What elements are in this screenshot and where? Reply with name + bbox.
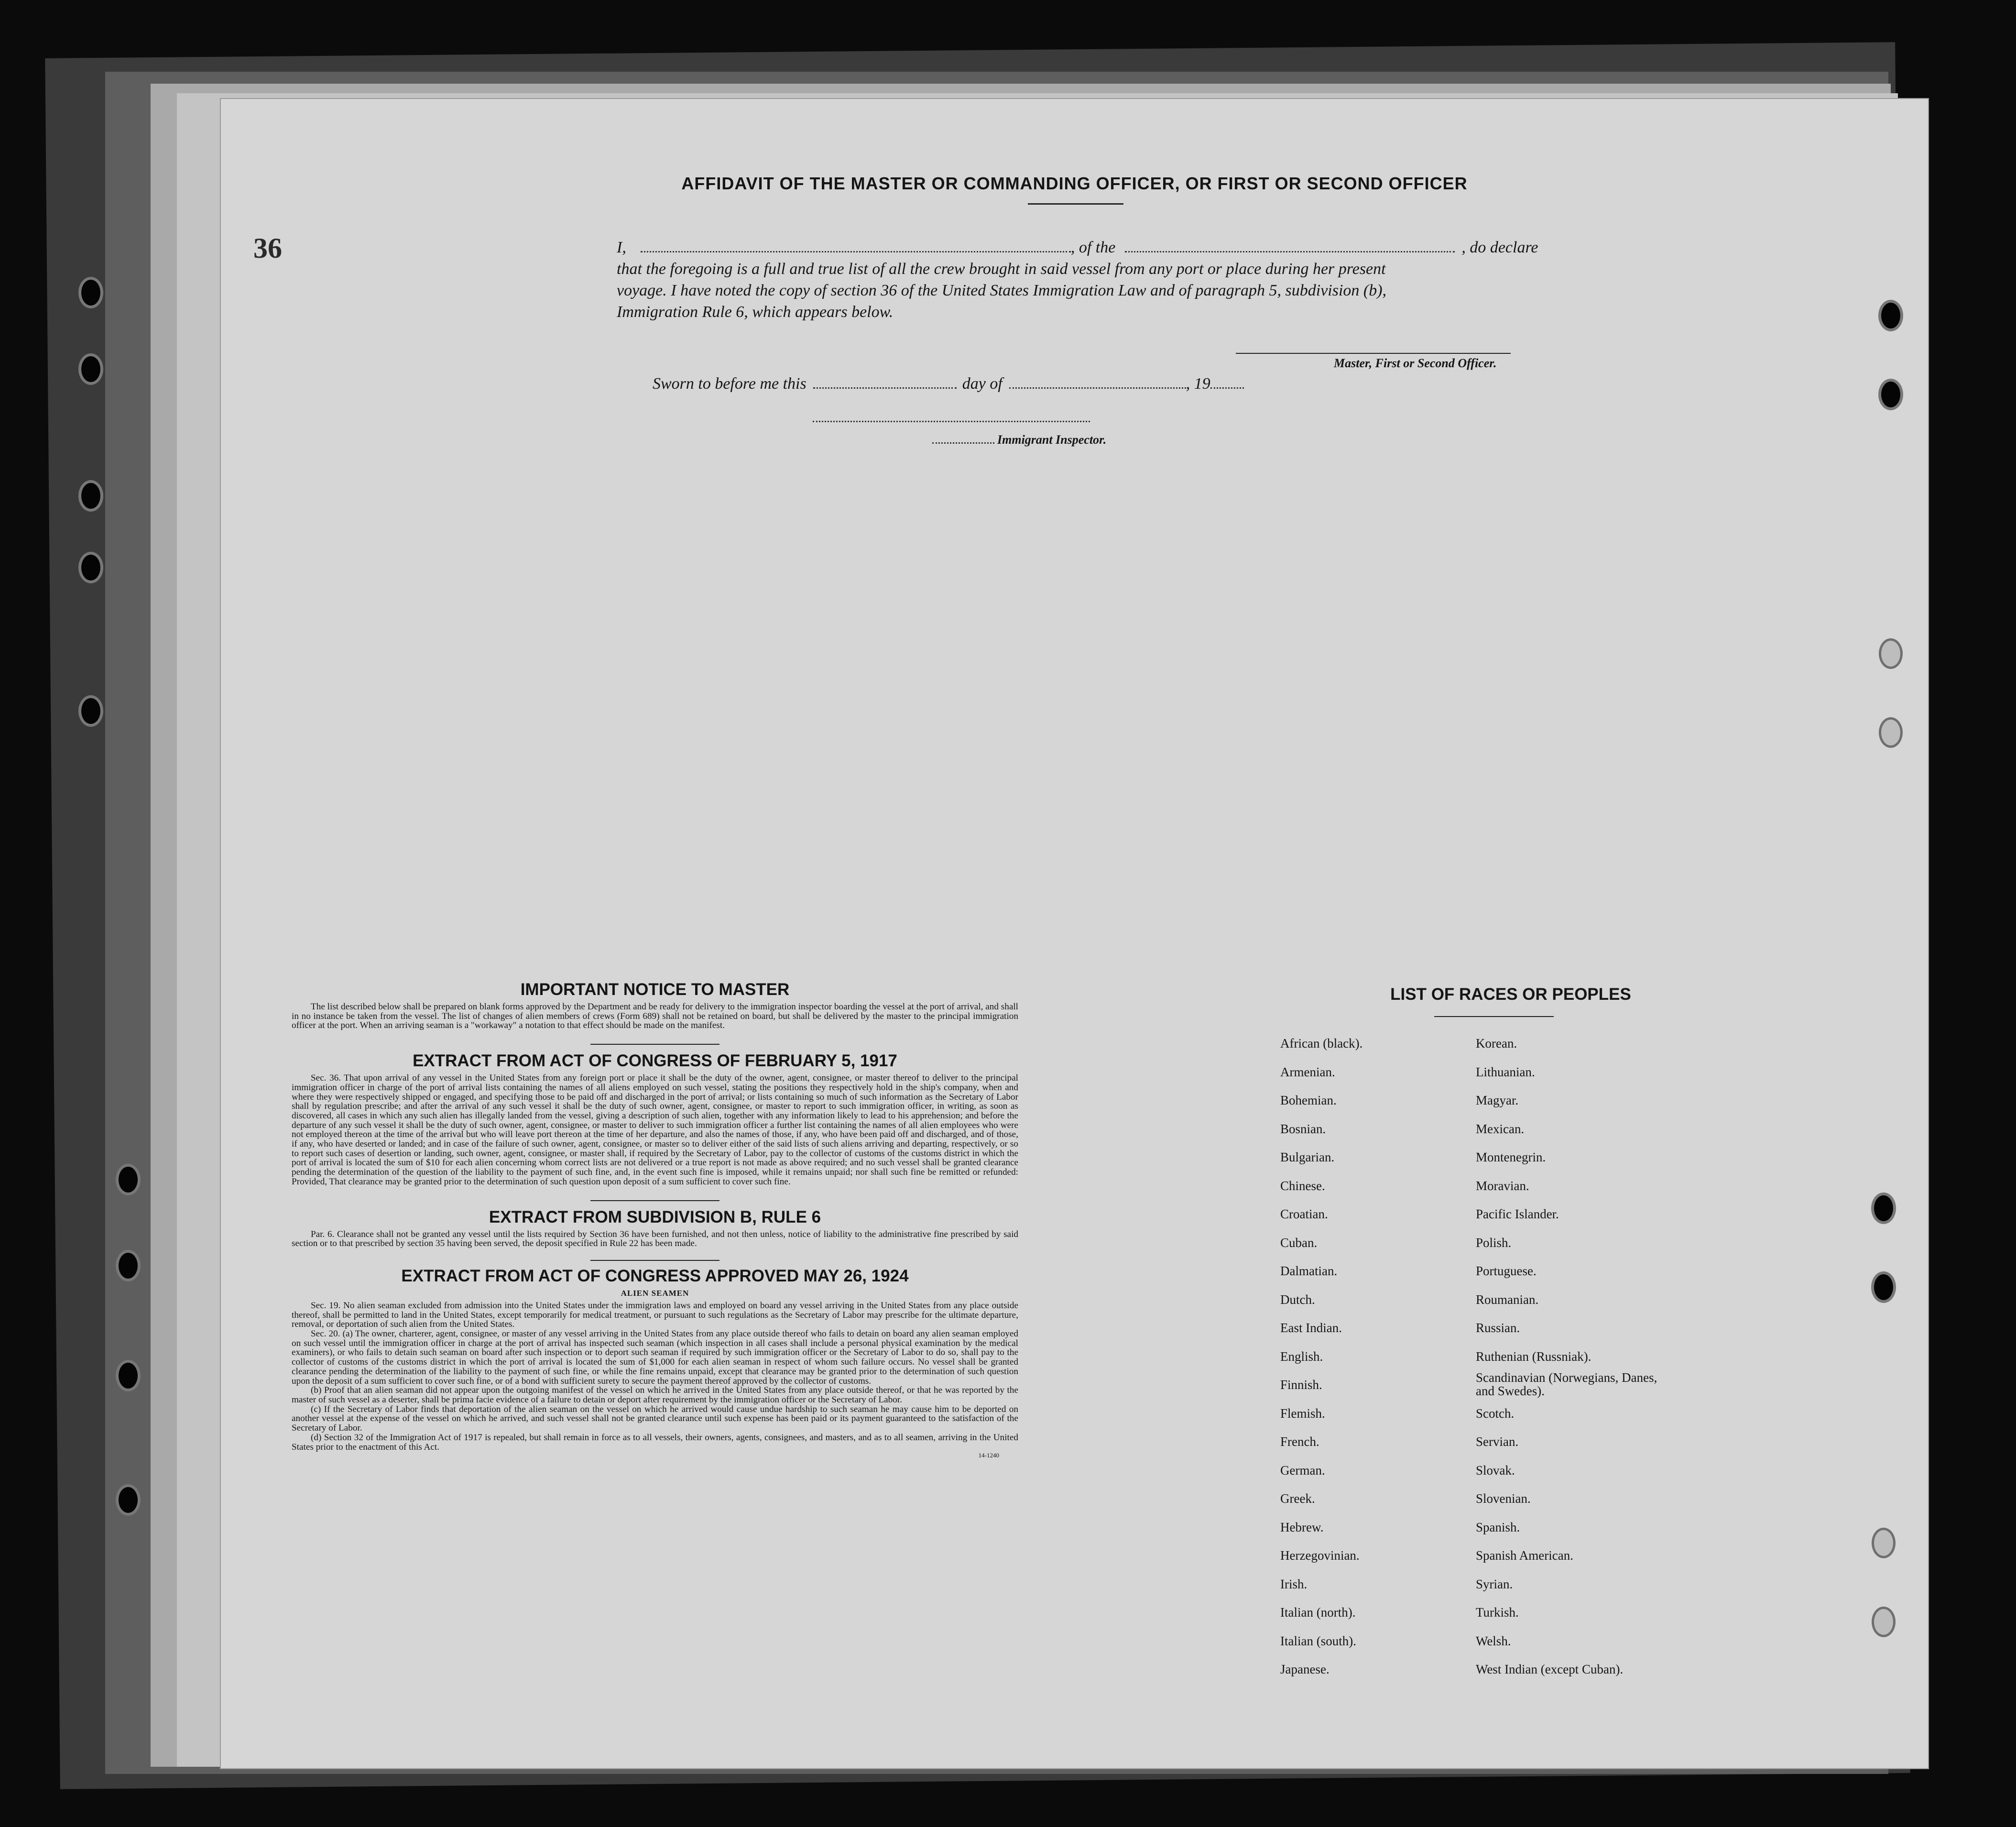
extract-1924-sec20a: Sec. 20. (a) The owner, charterer, agent, consignee, or master of any vessel arriving in the United States from any place outside thereof who fails to detain on board any alien seaman employed on such vessel until the immigration officer in charge at the port of arrival has inspected such seaman (which inspection in all cases shall include a personal physical examination by the medical examiners), or who fails to detain such seaman on board after such inspection or to deport such seaman if required by such immigration officer or the Secretary of Labor to do so, shall pay to the collector of customs of the customs district in which the port of arrival is located the sum of $1,000 for each alien seaman in respect of whom such failure occurs. No vessel shall be granted clearance pending the determination of the liability to the payment of such fine, or while the fine remains unpaid, except that clearance may be granted prior to the determination of such question upon the deposit of a sum sufficient to cover such fine, or of a bond with sufficient surety to secure the payment thereof approved by the collector of customs.	[292, 1329, 1018, 1386]
race-item: Spanish.	[1476, 1520, 1520, 1534]
inspector-signature-line[interactable]	[813, 416, 1090, 422]
races-rule	[1434, 1016, 1554, 1017]
section-rule	[590, 1044, 719, 1045]
race-item: Irish.	[1280, 1576, 1308, 1591]
binder-hole	[81, 483, 100, 509]
binder-hole	[119, 1167, 138, 1192]
extract-1917-body: Sec. 36. That upon arrival of any vessel in the United States from any foreign port or place it shall be the duty of the owner, agent, consignee, or master thereof to deliver to the principal immigration officer in charge of the port of arrival lists containing the names of all aliens employed on such vessel, stating the positions they respectively hold in the ship's company, when and where they were respectively shipped or engaged, and specifying those to be paid off and discharged in the port of arrival; or lists containing so much of such information as the Secretary of Labor shall by regulation prescribe; and after the arrival of any such vessel it shall be the duty of such owner, agent, consignee, or master to report to such immigration officer, in writing, as soon as discovered, all cases in which any such alien has illegally landed from the vessel, giving a description of such alien, together with any information likely to lead to his apprehension; and before the departure of any such vessel it shall be the duty of such owner, agent, consignee, or master to deliver to such immigration officer a further list containing the names of all alien employees who were not employed thereon at the time of the arrival but who will leave port thereon at the time of her departure, and also the names of those, if any, who have been paid off and discharged, and of those, if any, who have deserted or landed; and in case of the failure of such owner, agent, consignee, or master so to deliver either of the said lists of such aliens arriving and departing, respectively, or so to report such cases of desertion or landing, such owner, agent, consignee, or master shall, if required by the Secretary of Labor, pay to the collector of customs of the customs district in which the port of arrival is located the sum of $10 for each alien concerning whom correct lists are not delivered or a true report is not made as above required; and no such vessel shall be granted clearance pending the determination of the question of the liability to the payment of such fine, and, in the event such fine is imposed, while it remains unpaid; nor shall such fine be remitted or refunded: Provided, That clearance may be granted prior to the determination of such question upon deposit of a sum sufficient to cover such fine.	[292, 1073, 1018, 1187]
race-item: Croatian.	[1280, 1207, 1328, 1221]
sworn-year: , 19	[1186, 375, 1210, 393]
race-item: Scotch.	[1476, 1406, 1515, 1421]
binder-hole	[119, 1253, 138, 1279]
race-item: Scandinavian (Norwegians, Danes, and Swedes).	[1476, 1370, 1657, 1398]
sworn-day-blank[interactable]	[813, 377, 957, 389]
race-item: Moravian.	[1476, 1178, 1529, 1193]
race-item: Servian.	[1476, 1434, 1519, 1449]
race-item: Italian (south).	[1280, 1633, 1356, 1648]
race-item: German.	[1280, 1463, 1325, 1477]
race-item: Hebrew.	[1280, 1520, 1324, 1534]
extract-1924-sec20d: (d) Section 32 of the Immigration Act of 1917 is repealed, but shall remain in force as to all vessels, their owners, agents, consignees, and masters, and as to all seamen, arriving in the United States prior to the enactment of this Act.	[292, 1432, 1018, 1452]
race-item: Bosnian.	[1280, 1121, 1326, 1136]
race-item: Dutch.	[1280, 1292, 1315, 1307]
extract-1917-title: EXTRACT FROM ACT OF CONGRESS OF FEBRUARY 5, 1917	[413, 1051, 897, 1071]
race-item: East Indian.	[1280, 1321, 1342, 1335]
affidavit-of-the: , of the	[1070, 239, 1116, 256]
affidavit-do-declare: , do declare	[1461, 239, 1538, 256]
extract-rule6-title: EXTRACT FROM SUBDIVISION B, RULE 6	[489, 1207, 821, 1226]
inspector-label: Immigrant Inspector.	[997, 433, 1107, 447]
race-item: Bulgarian.	[1280, 1150, 1335, 1164]
affidavit-title: AFFIDAVIT OF THE MASTER OR COMMANDING OFFICER, OR FIRST OR SECOND OFFICER	[681, 174, 1468, 193]
race-item: Syrian.	[1476, 1576, 1513, 1591]
race-item: Mexican.	[1476, 1121, 1525, 1136]
race-item: Armenian.	[1280, 1064, 1335, 1079]
binder-hole	[81, 280, 100, 306]
race-item: Chinese.	[1280, 1178, 1325, 1193]
race-item: African (black).	[1280, 1036, 1363, 1050]
binder-hole	[1874, 1274, 1893, 1300]
stamp-number: 36	[253, 232, 282, 264]
extract-1924-sec19: Sec. 19. No alien seaman excluded from admission into the United States under the immigration laws and employed on board any vessel arriving in the United States from any place outside thereof, shall be permitted to land in the United States, except temporarily for medical treatment, or pursuant to such regulations as the Secretary of Labor may prescribe for the ultimate departure, removal, or deportation of such alien from the United States.	[292, 1300, 1018, 1330]
race-item: Dalmatian.	[1280, 1264, 1338, 1278]
binder-hole	[1874, 1609, 1893, 1635]
race-item: Polish.	[1476, 1235, 1512, 1250]
affidavit-line-3: voyage. I have noted the copy of section 36 of the United States Immigration Law and of paragraph 5, subdivision (b),	[617, 282, 1387, 299]
binder-hole	[1874, 1530, 1893, 1556]
affidavit-i: I,	[617, 239, 626, 256]
binder-hole	[1874, 1195, 1893, 1221]
race-item: Italian (north).	[1280, 1605, 1356, 1619]
race-item: Greek.	[1280, 1491, 1315, 1506]
affidavit-body	[617, 237, 1774, 323]
affidavit-line-2: that the foregoing is a full and true list of all the crew brought in said vessel from any port or place during her present	[617, 260, 1386, 278]
section-rule	[590, 1260, 719, 1261]
race-item: Magyar.	[1476, 1093, 1519, 1107]
races-title: LIST OF RACES OR PEOPLES	[1390, 985, 1631, 1004]
form-number: 14-1240	[978, 1452, 999, 1459]
extract-rule6-body: Par. 6. Clearance shall not be granted any vessel until the lists required by Section 36 have been furnished, and not then unless, notice of liability to the administrative fine prescribed by said section or to that prescribed by section 35 having been served, the deposit specified in Rule 22 has been made.	[292, 1229, 1018, 1249]
manifest-page	[220, 98, 1929, 1769]
race-item: Korean.	[1476, 1036, 1517, 1050]
binder-hole	[1881, 382, 1900, 407]
races-right-column	[1476, 1029, 1657, 1684]
races-left-column	[1280, 1029, 1362, 1684]
inspector-line	[932, 433, 1106, 447]
master-label: Master, First or Second Officer.	[1334, 356, 1497, 370]
binder-hole	[119, 1363, 138, 1389]
race-item: Montenegrin.	[1476, 1150, 1546, 1164]
race-item: Welsh.	[1476, 1633, 1511, 1648]
binder-hole	[119, 1487, 138, 1513]
race-item: Portuguese.	[1476, 1264, 1537, 1278]
race-item: Slovak.	[1476, 1463, 1515, 1477]
sworn-year-blank[interactable]	[1210, 377, 1244, 389]
race-item: Flemish.	[1280, 1406, 1325, 1421]
race-item: Japanese.	[1280, 1662, 1329, 1676]
race-item: Herzegovinian.	[1280, 1548, 1360, 1563]
race-item: Roumanian.	[1476, 1292, 1539, 1307]
sworn-month-blank[interactable]	[1009, 377, 1186, 389]
master-signature-line[interactable]	[1236, 353, 1511, 354]
binder-hole	[1881, 641, 1900, 667]
race-item: Lithuanian.	[1476, 1064, 1535, 1079]
title-rule	[1028, 203, 1123, 205]
race-item: Finnish.	[1280, 1378, 1322, 1392]
race-item: Pacific Islander.	[1476, 1207, 1559, 1221]
sworn-day-of: day of	[962, 375, 1003, 393]
race-item: Slovenian.	[1476, 1491, 1531, 1506]
binder-hole	[1881, 720, 1900, 745]
alien-seamen-subtitle: ALIEN SEAMEN	[621, 1288, 689, 1298]
binder-hole	[1881, 303, 1900, 328]
extract-1924-sec20b: (b) Proof that an alien seaman did not appear upon the outgoing manifest of the vessel on which he arrived in the United States from any place outside thereof, or that he was reported by the master of such vessel as a deserter, shall be prima facie evidence of a failure to detain or deport after requirement by the immigration officer or the Secretary of Labor.	[292, 1385, 1018, 1405]
sworn-prefix: Sworn to before me this	[653, 375, 806, 393]
race-item: English.	[1280, 1349, 1323, 1364]
extract-1924-sec20c: (c) If the Secretary of Labor finds that deportation of the alien seaman on the vessel on which he arrived would cause undue hardship to such seaman he may cause him to be deported on another vessel at the expense of the vessel on which he arrived, and such vessel shall not be granted clearance until such expense has been paid or its payment guaranteed to the satisfaction of the Secretary of Labor.	[292, 1404, 1018, 1433]
inspector-dots	[932, 438, 994, 444]
race-item: Ruthenian (Russniak).	[1476, 1349, 1591, 1364]
sworn-line	[653, 373, 1244, 394]
name-blank[interactable]	[641, 241, 1071, 252]
race-item: Spanish American.	[1476, 1548, 1573, 1563]
section-rule	[590, 1200, 719, 1201]
race-item: French.	[1280, 1434, 1319, 1449]
race-item: Turkish.	[1476, 1605, 1519, 1619]
vessel-blank[interactable]	[1125, 241, 1455, 252]
race-item: Bohemian.	[1280, 1093, 1337, 1107]
affidavit-line-4: Immigration Rule 6, which appears below.	[617, 303, 894, 321]
affidavit-line-1	[617, 237, 1774, 258]
notice-column	[292, 980, 1018, 1459]
notice-body: The list described below shall be prepared on blank forms approved by the Department and be ready for delivery to the immigration inspector boarding the vessel at the port of arrival, and shall in no instance be taken from the vessel. The list of changes of alien members of crews (Form 689) shall not be retained on board, but shall be delivered by the master to the principal immigration officer at the port. When an arriving seaman is a "workaway" a notation to that effect should be made on the manifest.	[292, 1002, 1018, 1031]
binder-hole	[81, 555, 100, 580]
race-item: Cuban.	[1280, 1235, 1318, 1250]
race-item: Russian.	[1476, 1321, 1520, 1335]
binder-hole	[81, 698, 100, 724]
race-item: West Indian (except Cuban).	[1476, 1662, 1624, 1676]
notice-title: IMPORTANT NOTICE TO MASTER	[520, 980, 790, 999]
binder-hole	[81, 356, 100, 382]
extract-1924-title: EXTRACT FROM ACT OF CONGRESS APPROVED MAY 26, 1924	[401, 1266, 909, 1285]
